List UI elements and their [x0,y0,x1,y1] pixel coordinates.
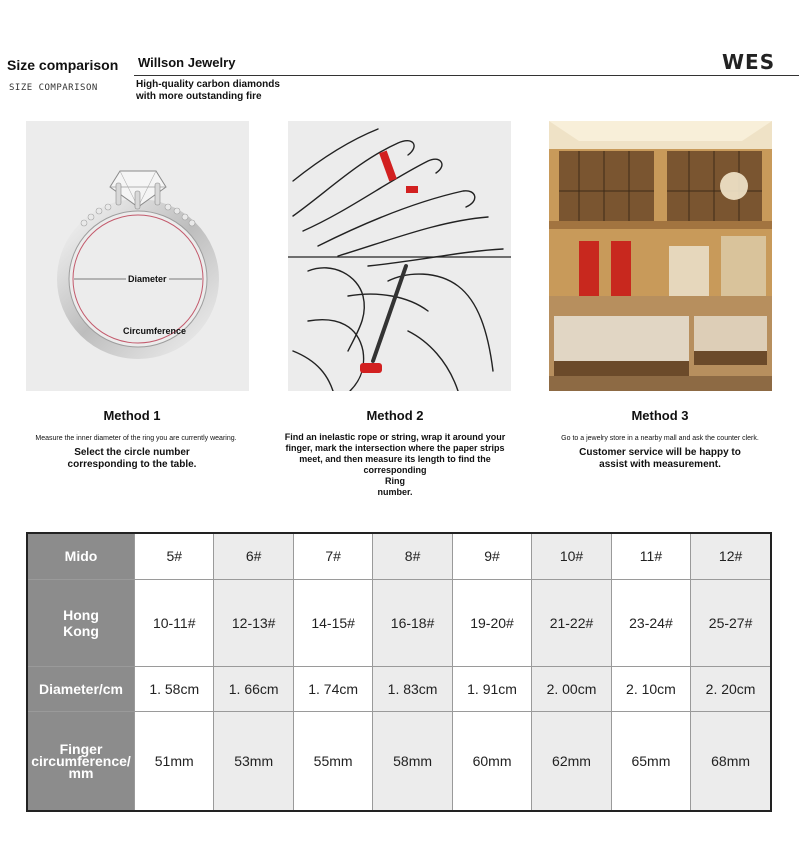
method-2-line-6: number. [377,487,413,497]
table-cell: 2. 00cm [532,667,611,712]
ring-illustration [26,121,249,391]
table-cell: 2. 20cm [691,667,771,712]
table-cell: 2. 10cm [611,667,690,712]
hand-illustration [288,121,511,391]
table-cell: 1. 66cm [214,667,293,712]
table-cell: 65mm [611,712,690,811]
table-cell: 11# [611,533,690,579]
method-3-title: Method 3 [631,408,689,423]
row-header-line-1: Finger [59,741,103,758]
table-cell: 1. 58cm [135,667,214,712]
method-2-line-2: finger, mark the intersection where the paper strips [285,443,505,453]
table-cell: 68mm [691,712,771,811]
page-title: Size comparison [7,57,119,73]
method-1-line-1: Select the circle number [74,447,190,458]
string-method-panel [288,121,511,391]
table-row [27,712,771,811]
table-cell: 14-15# [293,579,372,666]
method-2-title: Method 2 [366,408,424,423]
table-cell: 16-18# [373,579,452,666]
method-1-note: Measure the inner diameter of the ring you are currently wearing. [35,435,237,442]
method-2-line-1: Find an inelastic rope or string, wrap it around your [284,432,506,442]
page-subtitle: SIZE COMPARISON [9,83,98,93]
circumference-label: Circumference [123,326,187,336]
table-cell: 60mm [452,712,531,811]
table-row [27,533,771,579]
table-row [27,579,771,666]
tagline-line-1: High-quality carbon diamonds [136,79,280,90]
table-cell: 1. 91cm [452,667,531,712]
method-1-line-2: corresponding to the table. [67,459,197,470]
table-cell: 1. 74cm [293,667,372,712]
ring-diagram-panel [26,121,249,391]
table-cell: 23-24# [611,579,690,666]
table-cell: 12# [691,533,771,579]
table-cell: 5# [135,533,214,579]
table-cell: 7# [293,533,372,579]
method-1-title: Method 1 [103,408,161,423]
table-cell: 55mm [293,712,372,811]
table-cell: 6# [214,533,293,579]
tagline-line-2: with more outstanding fire [136,91,262,102]
row-header-diameter: Diameter/cm [27,667,135,712]
method-1-body [12,447,252,471]
table-cell: 10-11# [135,579,214,666]
brand-tagline [136,79,280,103]
row-header-hong-kong [27,579,135,666]
method-3-note: Go to a jewelry store in a nearby mall and ask the counter clerk. [561,435,759,442]
table-cell: 21-22# [532,579,611,666]
table-cell: 9# [452,533,531,579]
jewelry-store-photo [549,121,772,391]
row-header-line-3: mm [68,765,94,782]
table-cell: 8# [373,533,452,579]
table-cell: 1. 83cm [373,667,452,712]
method-3-body [540,447,780,471]
method-2-line-4: corresponding [363,465,427,475]
method-3-line-1: Customer service will be happy to [579,447,741,458]
table-row [27,667,771,712]
table-cell: 10# [532,533,611,579]
table-cell: 12-13# [214,579,293,666]
method-2-body [262,432,528,498]
table-cell: 53mm [214,712,293,811]
method-2-line-3: meet, and then measure its length to find the [299,454,491,464]
diameter-label: Diameter [128,274,167,284]
table-cell: 19-20# [452,579,531,666]
brand-logo: WES [722,50,776,74]
table-cell: 58mm [373,712,452,811]
brand-name: Willson Jewelry [138,55,236,70]
row-header-line-1: Hong [63,607,99,623]
row-header-line-2: circumference/ [31,753,131,770]
row-header-line-2: Kong [63,623,99,639]
row-header-mido: Mido [27,533,135,579]
table-cell: 62mm [532,712,611,811]
table-cell: 25-27# [691,579,771,666]
method-3-line-2: assist with measurement. [599,459,721,470]
table-cell: 51mm [135,712,214,811]
header-divider [134,75,799,76]
ring-size-table [26,532,772,812]
row-header-finger-circumference [27,712,135,811]
method-2-line-5: Ring [385,476,405,486]
store-illustration [549,121,772,391]
